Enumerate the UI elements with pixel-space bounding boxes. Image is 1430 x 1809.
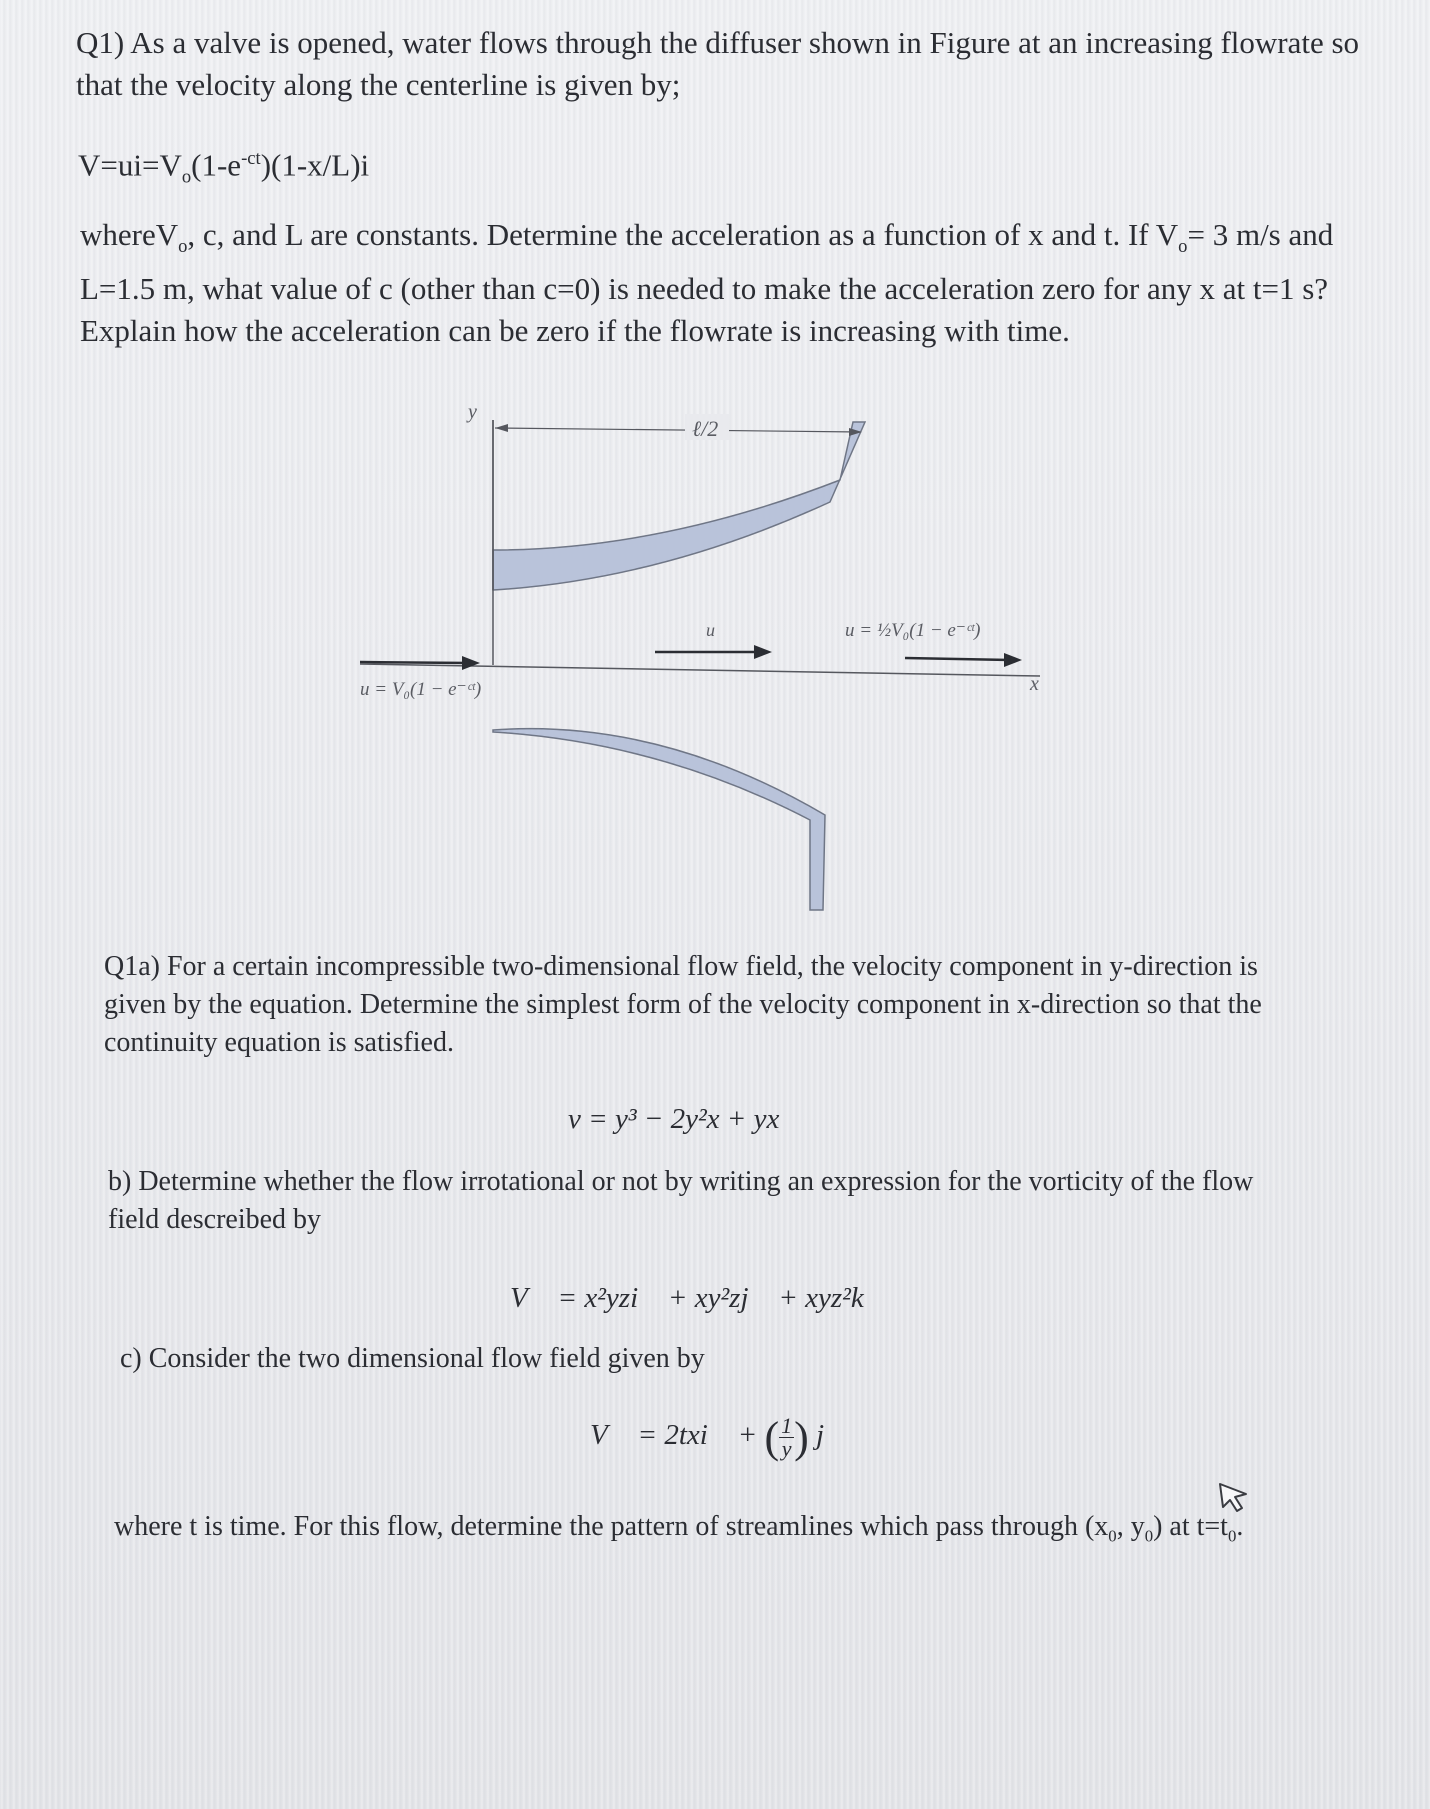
inlet-velocity-label: u = V₀(1 − e⁻ᶜᵗ) <box>360 679 482 700</box>
outlet-arrowhead <box>1004 653 1022 667</box>
q1a-text: Q1a) For a certain incompressible two-dimensional flow field, the velocity component in y-direction is given by the equation. Determine the simplest form of the velocity component in x-direction so that the continuity equation is satisfied. <box>104 951 1262 1058</box>
q1-velocity-equation: $V=ui=V_o(1-e^{-ct})(1-x/L)i$ <box>78 147 370 188</box>
q1c-streamline-text: where t is time. For this flow, determine the pattern of streamlines which pass through ($x_0$, $y_0$) at $t=t_0$. <box>114 1511 1244 1546</box>
q1c-equation: V⃗ = 2txi⃗ + ( $\frac{1}{y}$ ) j⃗ <box>590 1413 847 1462</box>
l2-dimension-line <box>495 428 860 432</box>
inlet-velocity-arrow <box>360 662 470 663</box>
y-axis-label: y <box>468 401 477 423</box>
outlet-velocity-label: u = ½V₀(1 − e⁻ᶜᵗ) <box>845 620 981 641</box>
inlet-arrowhead <box>462 656 480 670</box>
l2-label: ℓ/2 <box>692 416 719 441</box>
upper-diffuser-wall <box>493 422 865 590</box>
q1c-text: c) Consider the two dimensional flow field given by <box>120 1343 705 1374</box>
mid-arrowhead <box>754 645 772 659</box>
l2-arrow-left <box>495 424 508 432</box>
x-axis-label: x <box>1030 673 1039 695</box>
mid-velocity-label: u <box>706 620 715 640</box>
q1b-text: b) Determine whether the flow irrotational or not by writing an expression for the vorticity of the flow field descreibed by <box>108 1166 1254 1235</box>
outlet-velocity-arrow <box>905 658 1010 660</box>
q1-question-text: whereV$_o$, c, and L are constants. Determine the acceleration as a function of x and t. If $V_o= 3$ m/s and L=1.5 m, what value of c (other than c=0) is needed to make the acceleration zero for any x at t=1 s? Explain how the acceleration can be zero if the flowrate is increasing with time. <box>80 217 1334 349</box>
diffuser-figure <box>340 390 1060 950</box>
q1-intro-text: Q1) As a valve is opened, water flows through the diffuser shown in Figure at an increasing flowrate so that the velocity along the centerline is given by; <box>76 25 1360 102</box>
lower-diffuser-wall <box>493 729 825 910</box>
q1b-equation: V⃗ = x²yzi⃗ + xy²zj⃗ + xyz²k⃗ <box>510 1282 887 1314</box>
q1a-equation: v = y³ − 2y²x + yx <box>568 1103 780 1135</box>
